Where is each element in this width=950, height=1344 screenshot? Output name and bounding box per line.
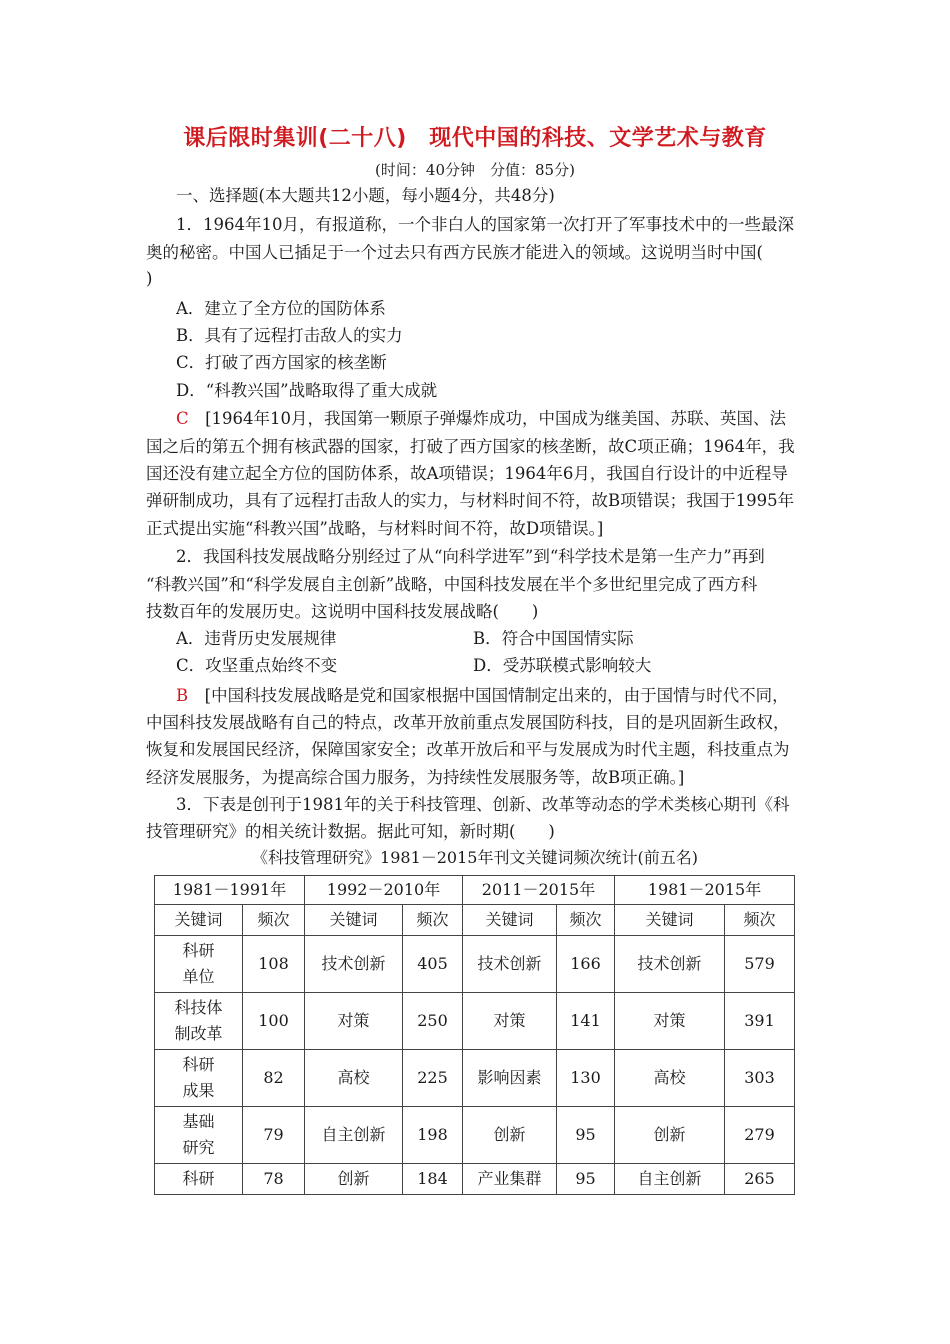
period-header: 1981－2015年: [615, 876, 795, 905]
keyword-cell: 高校: [305, 1050, 403, 1107]
frequency-cell: 250: [403, 993, 463, 1050]
frequency-cell: 405: [403, 936, 463, 993]
q2-stem-line: 技数百年的发展历史。这说明中国科技发展战略( ): [146, 602, 539, 621]
q2-stem-line: 2．我国科技发展战略分别经过了从“向科学进军”到“科学技术是第一生产力”再到: [176, 547, 765, 566]
q2-option-a: A．违背历史发展规律: [176, 629, 337, 648]
q1-option-d: D．“科教兴国”战略取得了重大成就: [176, 381, 438, 400]
q1-option-b: B．具有了远程打击敌人的实力: [176, 326, 403, 345]
keyword-cell: 对策: [463, 993, 557, 1050]
keyword-cell: 创新: [305, 1164, 403, 1195]
keyword-cell: 创新: [615, 1107, 725, 1164]
table-period-header-row: [155, 876, 795, 905]
table-column-header-row: [155, 905, 795, 936]
keyword-cell: 基础 研究: [155, 1107, 243, 1164]
q3-stem-line: 技管理研究》的相关统计数据。据此可知，新时期( ): [146, 822, 555, 841]
period-header: 2011－2015年: [463, 876, 615, 905]
frequency-cell: 198: [403, 1107, 463, 1164]
frequency-cell: 303: [725, 1050, 795, 1107]
frequency-cell: 95: [557, 1164, 615, 1195]
col-label-keyword: 关键词: [155, 905, 243, 936]
keyword-cell: 自主创新: [615, 1164, 725, 1195]
frequency-cell: 225: [403, 1050, 463, 1107]
keyword-cell: 技术创新: [615, 936, 725, 993]
q1-stem-line: 奥的秘密。中国人已插足于一个过去只有西方民族才能进入的领域。这说明当时中国(: [146, 243, 763, 262]
keyword-frequency-table: [154, 875, 795, 1195]
col-label-keyword: 关键词: [463, 905, 557, 936]
period-header: 1981－1991年: [155, 876, 305, 905]
keyword-cell: 技术创新: [463, 936, 557, 993]
keyword-cell: 科研 成果: [155, 1050, 243, 1107]
table-row: [155, 993, 795, 1050]
keyword-cell: 影响因素: [463, 1050, 557, 1107]
period-header: 1992－2010年: [305, 876, 463, 905]
frequency-cell: 108: [243, 936, 305, 993]
frequency-cell: 78: [243, 1164, 305, 1195]
q2-option-c: C．攻坚重点始终不变: [176, 656, 338, 675]
q1-answer: C: [176, 409, 189, 428]
keyword-cell: 科研: [155, 1164, 243, 1195]
frequency-cell: 184: [403, 1164, 463, 1195]
table-caption: 《科技管理研究》1981－2015年刊文关键词频次统计(前五名): [252, 848, 698, 867]
q2-explanation-line: B [中国科技发展战略是党和国家根据中国国情制定出来的，由于国情与时代不同，: [176, 686, 789, 705]
keyword-cell: 创新: [463, 1107, 557, 1164]
q3-stem-line: 3．下表是创刊于1981年的关于科技管理、创新、改革等动态的学术类核心期刊《科: [176, 795, 790, 814]
q1-option-c: C．打破了西方国家的核垄断: [176, 353, 387, 372]
q2-answer: B: [176, 686, 189, 705]
q2-option-b: B．符合中国国情实际: [473, 629, 634, 648]
q1-explanation-line: 国之后的第五个拥有核武器的国家，打破了西方国家的核垄断，故C项正确；1964年，我: [146, 437, 795, 456]
col-label-keyword: 关键词: [305, 905, 403, 936]
q2-option-d: D．受苏联模式影响较大: [473, 656, 652, 675]
section-heading: 一、选择题(本大题共12小题，每小题4分，共48分): [176, 186, 555, 205]
frequency-cell: 579: [725, 936, 795, 993]
page-title: 课后限时集训(二十八) 现代中国的科技、文学艺术与教育: [183, 126, 767, 151]
keyword-cell: 技术创新: [305, 936, 403, 993]
frequency-cell: 279: [725, 1107, 795, 1164]
frequency-cell: 130: [557, 1050, 615, 1107]
q1-stem-line: ): [146, 269, 153, 288]
q1-explanation-line: C [1964年10月，我国第一颗原子弹爆炸成功，中国成为继美国、苏联、英国、法: [176, 409, 787, 428]
frequency-cell: 79: [243, 1107, 305, 1164]
keyword-cell: 对策: [305, 993, 403, 1050]
frequency-cell: 265: [725, 1164, 795, 1195]
col-label-frequency: 频次: [403, 905, 463, 936]
keyword-cell: 高校: [615, 1050, 725, 1107]
q2-explanation-line: 经济发展服务，为提高综合国力服务，为持续性发展服务等，故B项正确。]: [146, 768, 685, 787]
col-label-frequency: 频次: [725, 905, 795, 936]
frequency-cell: 391: [725, 993, 795, 1050]
col-label-frequency: 频次: [243, 905, 305, 936]
q2-explanation-line: 中国科技发展战略有自己的特点，改革开放前重点发展国防科技，目的是巩固新生政权，: [146, 713, 790, 732]
frequency-cell: 82: [243, 1050, 305, 1107]
frequency-cell: 166: [557, 936, 615, 993]
q1-stem-line: 1．1964年10月，有报道称，一个非白人的国家第一次打开了军事技术中的一些最深: [176, 215, 794, 234]
q2-explanation-line: 恢复和发展国民经济，保障国家安全；改革开放后和平与发展成为时代主题，科技重点为: [146, 740, 790, 759]
keyword-cell: 科技体 制改革: [155, 993, 243, 1050]
keyword-cell: 产业集群: [463, 1164, 557, 1195]
frequency-cell: 141: [557, 993, 615, 1050]
keyword-cell: 科研 单位: [155, 936, 243, 993]
q1-explanation-line: 弹研制成功，具有了远程打击敌人的实力，与材料时间不符，故B项错误；我国于1995年: [146, 491, 795, 510]
table-row: [155, 1107, 795, 1164]
col-label-keyword: 关键词: [615, 905, 725, 936]
keyword-cell: 自主创新: [305, 1107, 403, 1164]
table-row: [155, 1164, 795, 1195]
frequency-cell: 100: [243, 993, 305, 1050]
q1-explanation-line: 国还没有建立起全方位的国防体系，故A项错误；1964年6月，我国自行设计的中近程导: [146, 464, 788, 483]
q2-stem-line: “科教兴国”和“科学发展自主创新”战略，中国科技发展在半个多世纪里完成了西方科: [146, 575, 758, 594]
time-score-info: (时间：40分钟 分值：85分): [375, 161, 575, 179]
keyword-cell: 对策: [615, 993, 725, 1050]
q1-option-a: A．建立了全方位的国防体系: [176, 299, 386, 318]
col-label-frequency: 频次: [557, 905, 615, 936]
table-row: [155, 936, 795, 993]
table-row: [155, 1050, 795, 1107]
q1-explanation-line: 正式提出实施“科教兴国”战略，与材料时间不符，故D项错误。]: [146, 519, 604, 538]
frequency-cell: 95: [557, 1107, 615, 1164]
